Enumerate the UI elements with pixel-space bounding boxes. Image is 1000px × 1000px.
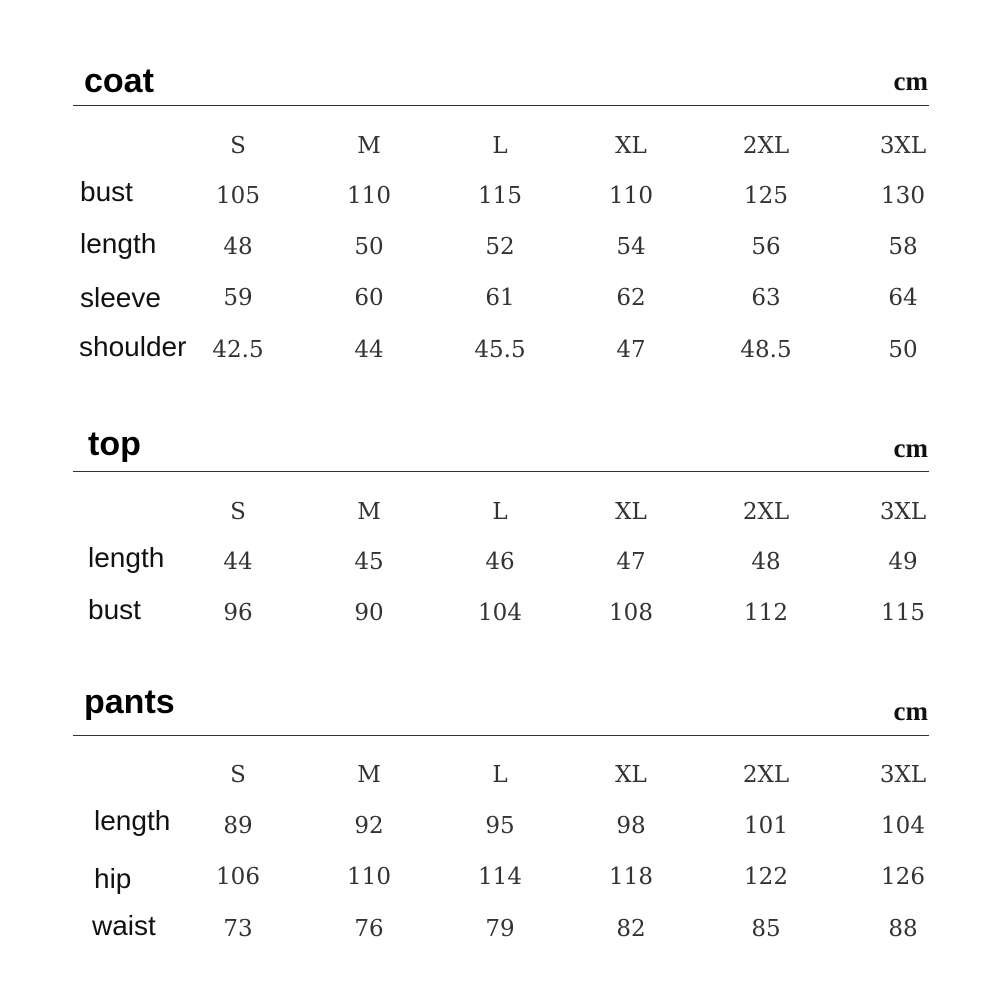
size-header: XL <box>615 499 647 525</box>
table-cell: 56 <box>751 234 781 260</box>
size-header: 3XL <box>879 133 927 159</box>
table-cell: 126 <box>881 864 925 890</box>
table-cell: 73 <box>223 916 253 942</box>
table-cell: 104 <box>881 813 925 839</box>
table-cell: 45.5 <box>474 337 526 363</box>
table-cell: 101 <box>744 813 788 839</box>
size-header: M <box>357 762 381 788</box>
table-cell: 62 <box>616 285 646 311</box>
size-header: L <box>492 133 508 159</box>
table-cell: 96 <box>223 600 253 626</box>
table-cell: 125 <box>744 183 788 209</box>
table-cell: 114 <box>478 864 522 890</box>
table-cell: 118 <box>609 864 653 890</box>
table-cell: 106 <box>216 864 260 890</box>
table-cell: 115 <box>881 600 925 626</box>
table-cell: 54 <box>616 234 646 260</box>
size-header: 3XL <box>879 499 927 525</box>
row-label: length <box>88 542 165 573</box>
size-header: 2XL <box>742 762 790 788</box>
size-header: 3XL <box>879 762 927 788</box>
table-cell: 52 <box>485 234 515 260</box>
table-cell: 42.5 <box>212 337 264 363</box>
table-cell: 110 <box>347 864 391 890</box>
table-cell: 48 <box>223 234 253 260</box>
size-header: 2XL <box>742 133 790 159</box>
size-header: L <box>492 499 508 525</box>
row-label: bust <box>80 176 133 207</box>
table-cell: 92 <box>354 813 384 839</box>
size-header: S <box>230 499 246 525</box>
size-header: XL <box>615 133 647 159</box>
row-label: hip <box>94 863 132 894</box>
table-cell: 90 <box>354 600 384 626</box>
section-title: top <box>88 425 141 463</box>
table-cell: 46 <box>485 549 515 575</box>
table-cell: 61 <box>485 285 515 311</box>
table-cell: 60 <box>354 285 384 311</box>
table-cell: 64 <box>888 285 918 311</box>
table-cell: 89 <box>223 813 253 839</box>
size-header: M <box>357 133 381 159</box>
table-cell: 45 <box>354 549 384 575</box>
size-header: M <box>357 499 381 525</box>
row-label: waist <box>92 910 156 941</box>
table-cell: 110 <box>347 183 391 209</box>
table-cell: 47 <box>616 549 646 575</box>
table-cell: 122 <box>744 864 788 890</box>
row-label: bust <box>88 594 141 625</box>
unit-label: cm <box>893 66 928 96</box>
row-label: shoulder <box>79 331 187 362</box>
section-title: pants <box>84 683 175 721</box>
table-cell: 110 <box>609 183 653 209</box>
table-cell: 98 <box>616 813 646 839</box>
unit-label: cm <box>893 433 928 463</box>
table-cell: 48 <box>751 549 781 575</box>
table-cell: 58 <box>888 234 918 260</box>
unit-label: cm <box>893 696 928 726</box>
table-cell: 49 <box>888 549 918 575</box>
table-cell: 50 <box>354 234 384 260</box>
table-cell: 85 <box>751 916 781 942</box>
size-header: S <box>230 133 246 159</box>
table-cell: 95 <box>485 813 515 839</box>
table-cell: 63 <box>751 285 781 311</box>
row-label: length <box>80 228 157 259</box>
table-cell: 79 <box>485 916 515 942</box>
table-cell: 104 <box>478 600 522 626</box>
table-cell: 112 <box>744 600 788 626</box>
table-cell: 115 <box>478 183 522 209</box>
table-cell: 50 <box>888 337 918 363</box>
table-cell: 108 <box>609 600 653 626</box>
size-header: 2XL <box>742 499 790 525</box>
row-label: length <box>94 805 171 836</box>
size-header: S <box>230 762 246 788</box>
table-cell: 44 <box>354 337 384 363</box>
table-cell: 130 <box>881 183 925 209</box>
divider <box>73 735 929 736</box>
table-cell: 105 <box>216 183 260 209</box>
table-cell: 76 <box>354 916 384 942</box>
size-header: XL <box>615 762 647 788</box>
table-cell: 88 <box>888 916 918 942</box>
size-header: L <box>492 762 508 788</box>
table-cell: 59 <box>223 285 253 311</box>
table-cell: 47 <box>616 337 646 363</box>
row-label: sleeve <box>80 282 161 313</box>
table-cell: 44 <box>223 549 253 575</box>
section-title: coat <box>84 62 154 100</box>
table-cell: 48.5 <box>740 337 792 363</box>
table-cell: 82 <box>616 916 646 942</box>
